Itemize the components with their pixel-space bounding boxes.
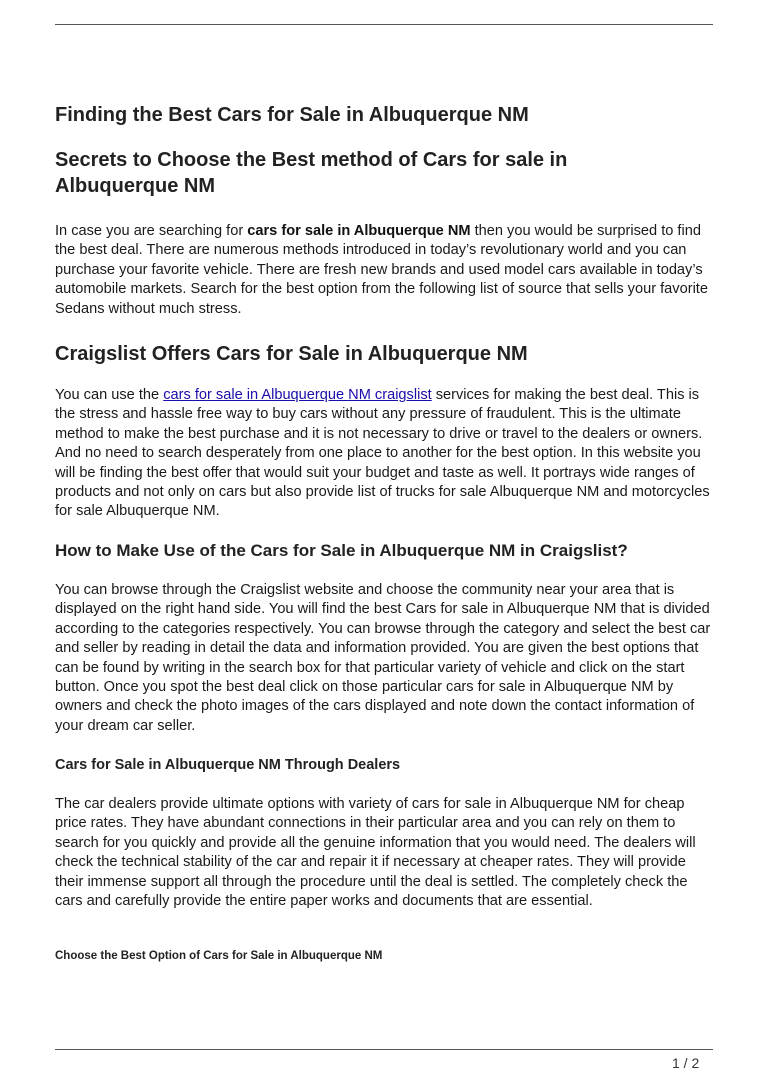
intro-paragraph [55,222,715,319]
howto-heading: How to Make Use of the Cars for Sale in Albuquerque NM in Craigslist? [55,541,628,560]
intro-text-start: In case you are searching for [55,223,248,239]
page-title: Finding the Best Cars for Sale in Albuquerque NM [55,104,529,126]
dealers-paragraph: The car dealers provide ultimate options with variety of cars for sale in Albuquerque NM for cheap price rates. They have abundant connections in their particular area and you can rely on them to search for you quickly and provide all the genuine information that you would need. The dealers will check the technical stability of the car and repair it if necessary at cheaper rates. They will provide their immense support all through the procedure until the deal is settled. The completely check the cars and carefully provide the entire paper works and documents that are essential. [55,796,696,910]
page-subtitle: Secrets to Choose the Best method of Cars for sale in Albuquerque NM [55,149,568,197]
craigslist-heading: Craigslist Offers Cars for Sale in Albuquerque NM [55,343,528,365]
craigslist-paragraph [55,386,715,522]
howto-paragraph: You can browse through the Craigslist website and choose the community near your area that is displayed on the right hand side. You will find the best Cars for sale in Albuquerque NM that is divided according to the categories respectively. You can browse through the category and select the best car and seller by reading in detail the data and information provided. You are given the best options that can be found by writing in the search box for that particular variety of vehicle and click on the start button. Once you spot the best deal click on those particular cars for sale in Albuquerque NM by owners and check the photo images of the cars displayed and note down the contact information of your dream car seller. [55,582,711,734]
dealers-heading: Cars for Sale in Albuquerque NM Through Dealers [55,757,401,773]
header-rule [55,24,713,25]
choose-heading: Choose the Best Option of Cars for Sale in Albuquerque NM [55,950,383,962]
craigslist-text-end: services for making the best deal. This is the stress and hassle free way to buy cars without any pressure of fraudulent. This is the ultimate method to make the best purchase and it is not necessary to drive or travel to the dealers or owners. And no need to search desperately from one place to another for the best option. In this website you will be finding the best offer that would suit your budget and taste as well. It portrays wide ranges of products and not only on cars but also provide list of trucks for sale Albuquerque NM and motorcycles for sale Albuquerque NM. [55,387,710,520]
page-number: 1 / 2 [672,1055,700,1071]
footer-rule [55,1049,713,1050]
intro-bold-phrase: cars for sale in Albuquerque NM [247,223,471,239]
craigslist-link[interactable]: cars for sale in Albuquerque NM craigslist [163,387,432,403]
craigslist-text-start: You can use the [55,387,164,403]
intro-text-end: then you would be surprised to find the best deal. There are numerous methods introduced in today’s revolutionary world and you can purchase your favorite vehicle. There are fresh new brands and used model cars available in today’s automobile markets. Search for the best option from the following list of source that sells your favorite Sedans without much stress. [55,223,708,317]
